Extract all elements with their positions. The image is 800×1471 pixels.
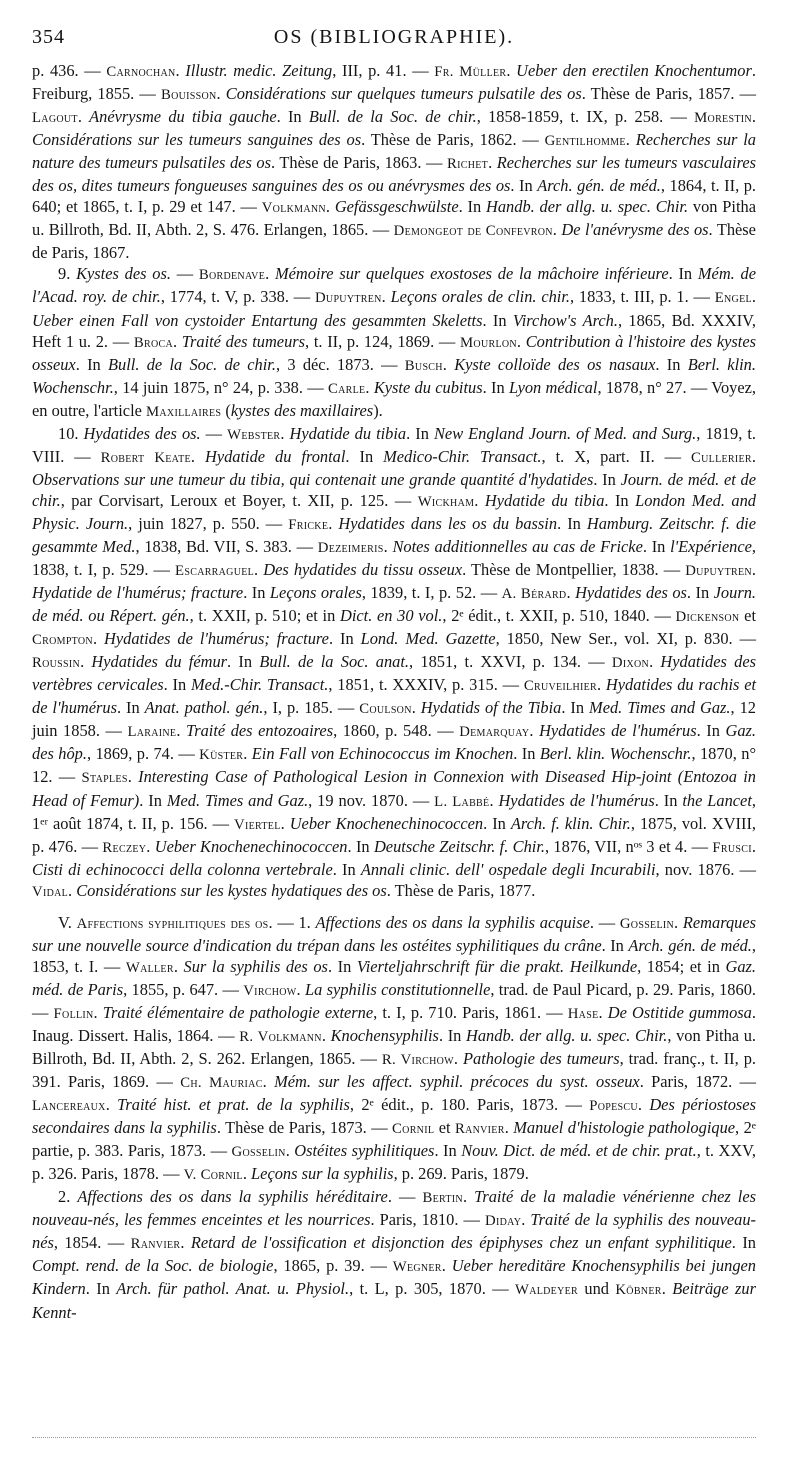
bibliography-paragraph: V. Affections syphilitiques des os. — 1. Affections des os dans la syphilis acquise. — Gosselin. Remarques sur une nouvelle source d'indication du trépan dans les ostéites syphilitiques du crâne. In Arch. gén. de méd., 1853, t. I. — Waller. Sur la syphilis des os. In Vierteljahrschrift für die prakt. Heilkunde, 1854; et in Gaz. méd. de Paris, 1855, p. 647. — Virchow. La syphilis constitutionnelle, trad. de Paul Picard, p. 29. Paris, 1860. — Follin. Traité élémentaire de pathologie externe, t. I, p. 710. Paris, 1861. — Hase. De Ostitide gummosa. Inaug. Dissert. Halis, 1864. — R. Volkmann. Knochensyphilis. In Handb. der allg. u. spec. Chir., von Pitha u. Billroth, Bd. II, Abth. 2, S. 262. Erlangen, 1865. — R. Virchow. Pathologie des tumeurs, trad. franç., t. II, p. 391. Paris, 1869. — Ch. Mauriac. Mém. sur les affect. syphil. précoces du syst. osseux. Paris, 1872. — Lancereaux. Traité hist. et prat. de la syphilis, 2ᵉ édit., p. 180. Paris, 1873. — Popescu. Des périostoses secondaires dans la syphilis. Thèse de Paris, 1873. — Cornil et Ranvier. Manuel d'histologie pathologique, 2ᵉ partie, p. 383. Paris, 1873. — Gosselin. Ostéites syphilitiques. In Nouv. Dict. de méd. et de chir. prat., t. XXV, p. 326. Paris, 1878. — V. Cornil. Leçons sur la syphilis, p. 269. Paris, 1879.: [32, 912, 757, 1184]
bibliography-paragraph: p. 436. — Carnochan. Illustr. medic. Zeitung, III, p. 41. — Fr. Müller. Ueber den erectilen Knochentumor. Freiburg, 1855. — Bouisson. Considérations sur quelques tumeurs pulsatile des os. Thèse de Paris, 1857. — Lagout. Anévrysme du tibia gauche. In Bull. de la Soc. de chir., 1858-1859, t. IX, p. 258. — Morestin. Considérations sur les tumeurs sanguines des os. Thèse de Paris, 1862. — Gentilhomme. Recherches sur la nature des tumeurs pulsatiles des os. Thèse de Paris, 1863. — Richet. Recherches sur les tumeurs vasculaires des os, dites tumeurs fongueuses sanguines des os ou anévrysmes des os. In Arch. gén. de méd., 1864, t. II, p. 640; et 1865, t. I, p. 29 et 147. — Volkmann. Gefässgeschwülste. In Handb. der allg. u. spec. Chir. von Pitha u. Billroth, Bd. II, Abth. 2, S. 476. Erlangen, 1865. — Demongeot de Confevron. De l'anévrysme des os. Thèse de Paris, 1867.: [32, 61, 757, 263]
page-number: 354: [32, 26, 65, 48]
bibliography-paragraph: 9. Kystes des os. — Bordenave. Mémoire sur quelques exostoses de la mâchoire inférieure. In Mém. de l'Acad. roy. de chir., 1774, t. V, p. 338. — Dupuytren. Leçons orales de clin. chir., 1833, t. III, p. 1. — Engel. Ueber einen Fall von cystoider Entartung des gesammten Skeletts. In Virchow's Arch., 1865, Bd. XXXIV, Heft 1 u. 2. — Broca. Traité des tumeurs, t. II, p. 124, 1869. — Mourlon. Contribution à l'histoire des kystes osseux. In Bull. de la Soc. de chir., 3 déc. 1873. — Busch. Kyste colloïde des os nasaux. In Berl. klin. Wochenschr., 14 juin 1875, n° 24, p. 338. — Carle. Kyste du cubitus. In Lyon médical, 1878, n° 27. — Voyez, en outre, l'article Maxillaires (kystes des maxillaires).: [32, 264, 757, 420]
bibliography-paragraph: 2. Affections des os dans la syphilis héréditaire. — Bertin. Traité de la maladie vénérienne chez les nouveau-nés, les femmes enceintes et les nourrices. Paris, 1810. — Diday. Traité de la syphilis des nouveau-nés, 1854. — Ranvier. Retard de l'ossification et disjonction des épiphyses chez un enfant syphilitique. In Compt. rend. de la Soc. de biologie, 1865, p. 39. — Wegner. Ueber hereditäre Knochensyphilis bei jungen Kindern. In Arch. für pathol. Anat. u. Physiol., t. L, p. 305, 1870. — Waldeyer und Köbner. Beiträge zur Kennt-: [32, 1187, 757, 1322]
footer-rule: [32, 1437, 756, 1444]
bibliography-text: [32, 60, 756, 1323]
page-header: [32, 26, 756, 60]
bibliography-paragraph: 10. Hydatides des os. — Webster. Hydatide du tibia. In New England Journ. of Med. and Surg., 1819, t. VIII. — Robert Keate. Hydatide du frontal. In Medico-Chir. Transact., t. X, part. II. — Cullerier. Observations sur une tumeur du tibia, qui contenait une grande quantité d'hydatides. In Journ. de méd. et de chir., par Corvisart, Leroux et Boyer, t. XII, p. 125. — Wickham. Hydatide du tibia. In London Med. and Physic. Journ., juin 1827, p. 550. — Fricke. Hydatides dans les os du bassin. In Hamburg. Zeitschr. f. die gesammte Med., 1838, Bd. VII, S. 383. — Dezeimeris. Notes additionnelles au cas de Fricke. In l'Expérience, 1838, t. I, p. 529. — Escarraguel. Des hydatides du tissu osseux. Thèse de Montpellier, 1838. — Dupuytren. Hydatide de l'humérus; fracture. In Leçons orales, 1839, t. I, p. 52. — A. Bérard. Hydatides des os. In Journ. de méd. ou Répert. gén., t. XXII, p. 510; et in Dict. en 30 vol., 2ᵉ édit., t. XXII, p. 510, 1840. — Dickenson et Crompton. Hydatides de l'humérus; fracture. In Lond. Med. Gazette, 1850, New Ser., vol. XI, p. 830. — Roussin. Hydatides du fémur. In Bull. de la Soc. anat., 1851, t. XXVI, p. 134. — Dixon. Hydatides des vertèbres cervicales. In Med.-Chir. Transact., 1851, t. XXXIV, p. 315. — Cruveilhier. Hydatides du rachis et de l'humérus. In Anat. pathol. gén., I, p. 185. — Coulson. Hydatids of the Tibia. In Med. Times and Gaz., 12 juin 1858. — Laraine. Traité des entozoaires, 1860, p. 548. — Demarquay. Hydatides de l'humérus. In Gaz. des hôp., 1869, p. 74. — Küster. Ein Fall von Echinococcus im Knochen. In Berl. klin. Wochenschr., 1870, n° 12. — Staples. Interesting Case of Pathological Lesion in Connexion with Diseased Hip-joint (Entozoa in Head of Femur). In Med. Times and Gaz., 19 nov. 1870. — L. Labbé. Hydatides de l'humérus. In the Lancet, 1ᵉʳ août 1874, t. II, p. 156. — Viertel. Ueber Knochenechinococcen. In Arch. f. klin. Chir., 1875, vol. XVIII, p. 476. — Reczey. Ueber Knochenechinococcen. In Deutsche Zeitschr. f. Chir., 1876, VII, nᵒˢ 3 et 4. — Frusci. Cisti di echinococci della colonna vertebrale. In Annali clinic. dell' ospedale degli Incurabili, nov. 1876. — Vidal. Considérations sur les kystes hydatiques des os. Thèse de Paris, 1877.: [32, 423, 757, 900]
running-title: OS (BIBLIOGRAPHIE).: [273, 26, 515, 48]
